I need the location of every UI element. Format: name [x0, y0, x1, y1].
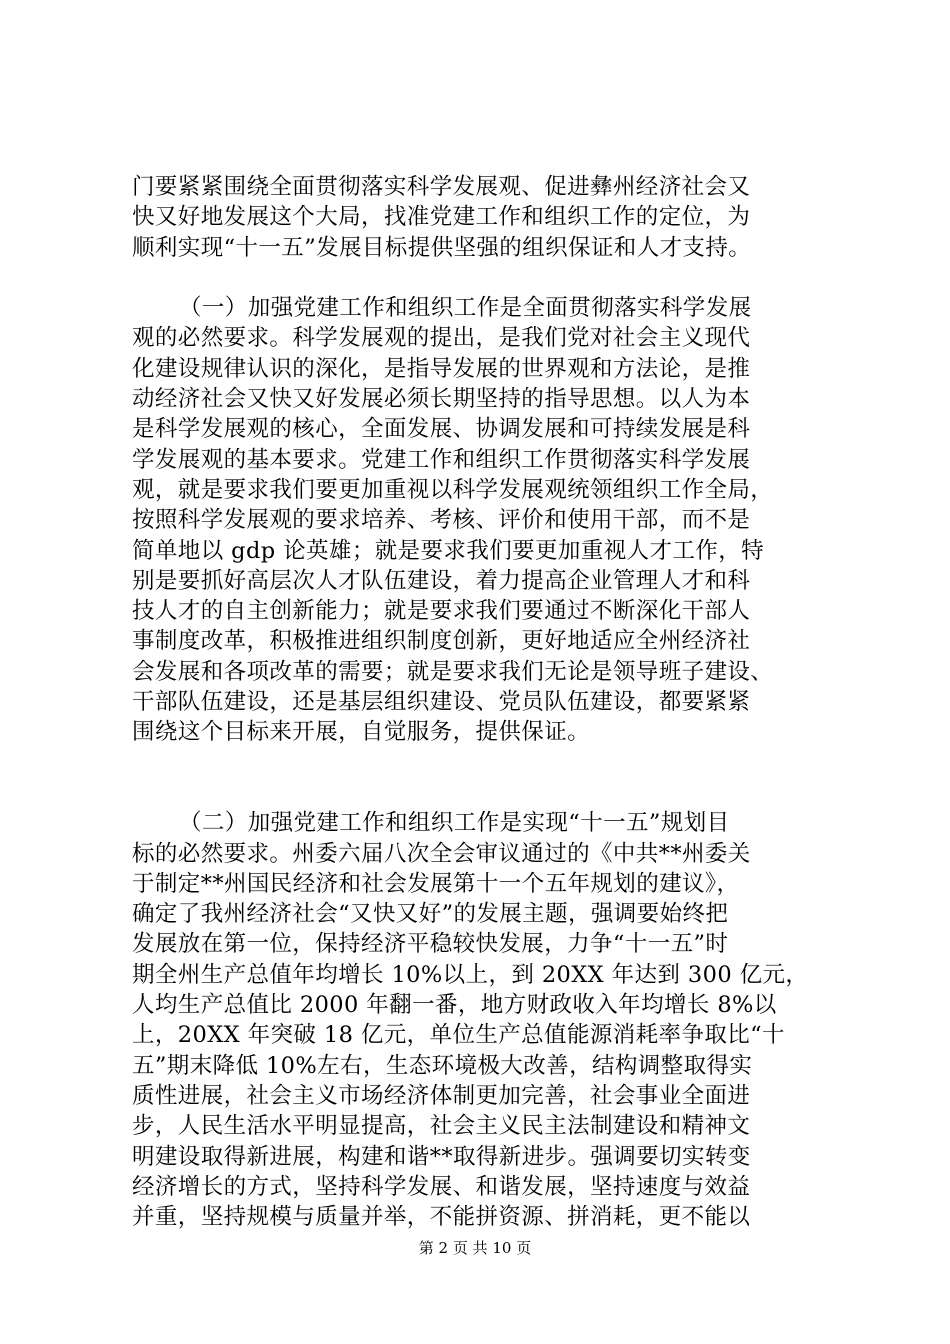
text-line: 顺利实现“十一五”发展目标提供坚强的组织保证和人才支持。	[132, 234, 752, 261]
text-line: 围绕这个目标来开展，自觉服务，提供保证。	[132, 719, 591, 746]
text-line: 上，20XX 年突破 18 亿元，单位生产总值能源消耗率争取比“十	[132, 1022, 785, 1049]
page-number-footer: 第 2 页 共 10 页	[418, 1239, 532, 1257]
text-line	[132, 778, 832, 808]
text-line: 别是要抓好高层次人才队伍建设，着力提高企业管理人才和科	[132, 567, 751, 594]
text-line: 快又好地发展这个大局，找准党建工作和组织工作的定位，为	[132, 204, 751, 231]
text-line: 步，人民生活水平明显提高，社会主义民主法制建设和精神文	[132, 1113, 751, 1140]
text-line: 按照科学发展观的要求培养、考核、评价和使用干部，而不是	[132, 507, 751, 534]
text-line: 观，就是要求我们要更加重视以科学发展观统领组织工作全局，	[132, 476, 774, 503]
section-2-heading-line: （二）加强党建工作和组织工作是实现“十一五”规划目	[179, 810, 730, 837]
text-line: 简单地以 gdp 论英雄；就是要求我们要更加重视人才工作，特	[132, 537, 765, 564]
text-line: 事制度改革，积极推进组织制度创新，更好地适应全州经济社	[132, 628, 751, 655]
text-line	[132, 748, 832, 778]
text-line: 明建设取得新进展，构建和谐**取得新进步。强调要切实转变	[132, 1143, 751, 1170]
text-line: 观的必然要求。科学发展观的提出，是我们党对社会主义现代	[132, 325, 751, 352]
text-line: 学发展观的基本要求。党建工作和组织工作贯彻落实科学发展	[132, 446, 751, 473]
text-line: 标的必然要求。州委六届八次全会审议通过的《中共**州委关	[132, 840, 751, 867]
text-line: 期全州生产总值年均增长 10%以上，到 20XX 年达到 300 亿元，	[132, 961, 809, 988]
text-line: 确定了我州经济社会“又快又好”的发展主题，强调要始终把	[132, 901, 729, 928]
section-1-heading-line: （一）加强党建工作和组织工作是全面贯彻落实科学发展	[179, 295, 752, 322]
text-line: 经济增长的方式，坚持科学发展、和谐发展，坚持速度与效益	[132, 1173, 751, 1200]
text-line: 会发展和各项改革的需要；就是要求我们无论是领导班子建设、	[132, 658, 774, 685]
text-line: 门要紧紧围绕全面贯彻落实科学发展观、促进彝州经济社会又	[132, 174, 751, 200]
text-line: 技人才的自主创新能力；就是要求我们要通过不断深化干部人	[132, 598, 751, 625]
text-line: 化建设规律认识的深化，是指导发展的世界观和方法论，是推	[132, 355, 751, 382]
text-line: 是科学发展观的核心，全面发展、协调发展和可持续发展是科	[132, 416, 751, 443]
paragraph-gap	[132, 263, 832, 293]
text-line: 五”期末降低 10%左右，生态环境极大改善，结构调整取得实	[132, 1052, 753, 1079]
text-line: 人均生产总值比 2000 年翻一番，地方财政收入年均增长 8%以	[132, 992, 777, 1019]
text-line: 质性进展，社会主义市场经济体制更加完善，社会事业全面进	[132, 1082, 751, 1109]
text-line: 发展放在第一位，保持经济平稳较快发展，力争“十一五”时	[132, 931, 729, 958]
document-body	[132, 172, 832, 1232]
text-line: 并重，坚持规模与质量并举，不能拼资源、拼消耗，更不能以	[132, 1204, 751, 1231]
text-line: 干部队伍建设，还是基层组织建设、党员队伍建设，都要紧紧	[132, 689, 751, 716]
text-line: 于制定**州国民经济和社会发展第十一个五年规划的建议》，	[132, 870, 740, 897]
text-line: 动经济社会又快又好发展必须长期坚持的指导思想。以人为本	[132, 386, 751, 413]
